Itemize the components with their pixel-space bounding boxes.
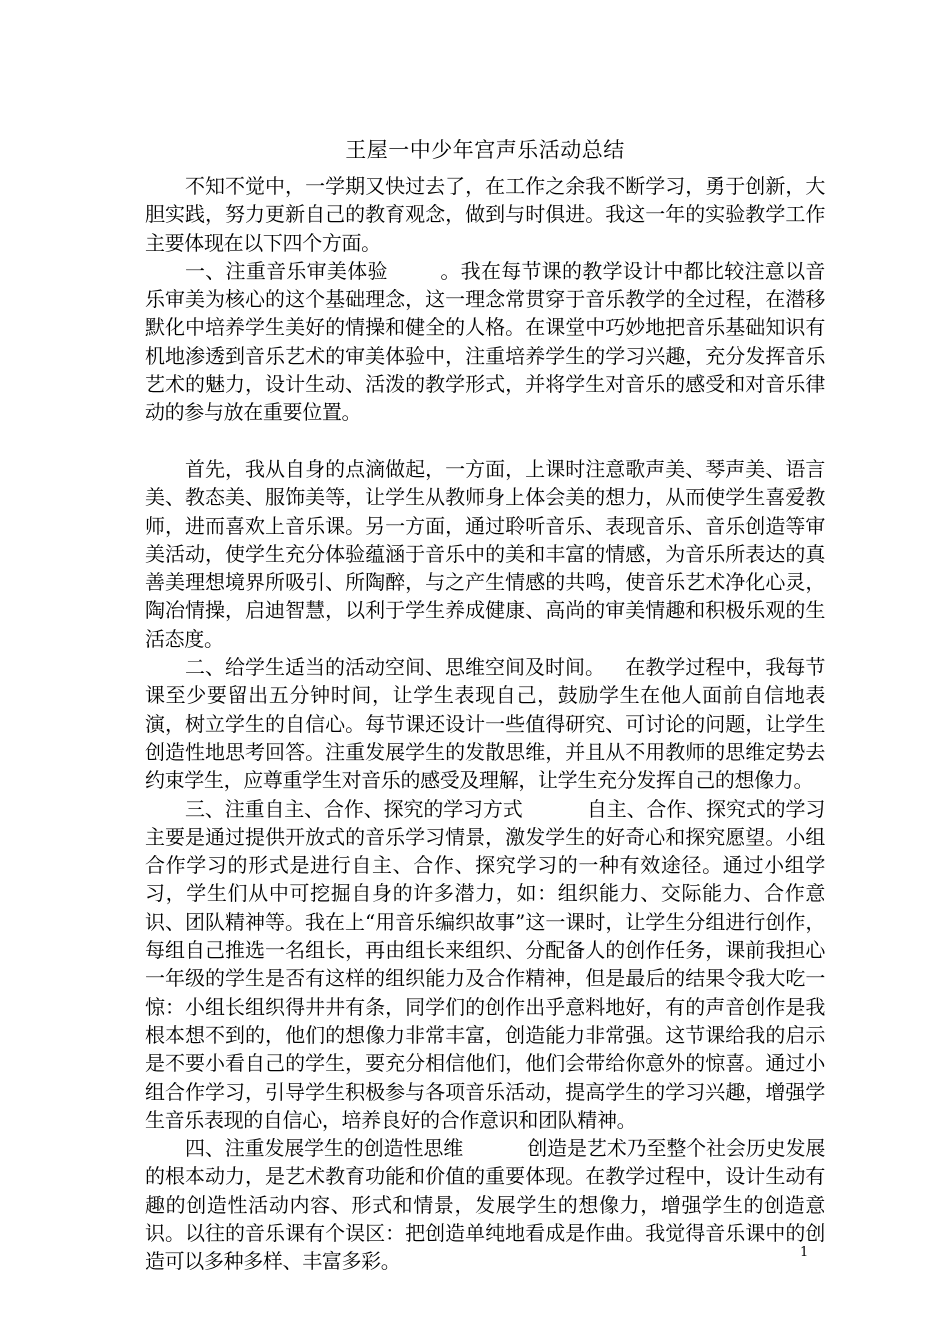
section-1-detail-paragraph	[145, 455, 825, 653]
section-2-body: 在教学过程中，我每节课至少要留出五分钟时间，让学生表现自己，鼓励学生在他人面前自信地表演，树立学生的自信心。每节课还设计一些值得研究、可讨论的问题，让学生创造性地思考回答。注重发展学生的发散思维，并且从不用教师的思维定势去约束学生，应尊重学生对音乐的感受及理解，让学生充分发挥自己的想像力。	[145, 655, 825, 793]
intro-text: 不知不觉中，一学期又快过去了，在工作之余我不断学习，勇于创新，大胆实践，努力更新自己的教育观念，做到与时俱进。我这一年的实验教学工作主要体现在以下四个方面。	[145, 174, 825, 255]
section-2-paragraph	[145, 653, 825, 794]
section-1-paragraph	[145, 257, 825, 427]
document-title: 王屋一中少年宫声乐活动总结	[345, 138, 625, 162]
section-1-body: 。我在每节课的教学设计中都比较注意以音乐审美为核心的这个基础理念，这一理念常贯穿于音乐教学的全过程，在潜移默化中培养学生美好的情操和健全的人格。在课堂中巧妙地把音乐基础知识有机地渗透到音乐艺术的审美体验中，注重培养学生的学习兴趣，充分发挥音乐艺术的魅力，设计生动、活泼的教学形式，并将学生对音乐的感受和对音乐律动的参与放在重要位置。	[145, 258, 826, 425]
section-1-detail: 首先，我从自身的点滴做起，一方面，上课时注意歌声美、琴声美、语言美、教态美、服饰美等，让学生从教师身上体会美的想力，从而使学生喜爱教师，进而喜欢上音乐课。另一方面，通过聆听音乐、表现音乐、音乐创造等审美活动，使学生充分体验蕴涵于音乐中的美和丰富的情感，为音乐所表达的真善美理想境界所吸引、所陶醉，与之产生情感的共鸣，使音乐艺术净化心灵，陶冶情操，启迪智慧，以利于学生养成健康、高尚的审美情趣和积极乐观的生活态度。	[145, 456, 825, 651]
document-body	[145, 172, 825, 1276]
section-3-body: 自主、合作、探究式的学习主要是通过提供开放式的音乐学习情景，激发学生的好奇心和探究愿望。小组合作学习的形式是进行自主、合作、探究学习的一种有效途径。通过小组学习，学生们从中可挖掘自身的许多潜力，如：组织能力、交际能力、合作意识、团队精神等。我在上“用音乐编织故事”这一课时，让学生分组进行创作，每组自己推选一名组长，再由组长来组织、分配备人的创作任务，课前我担心一年级的学生是否有这样的组织能力及合作精神，但是最后的结果令我大吃一惊：小组长组织得井井有条，同学们的创作出乎意料地好，有的声音创作是我根本想不到的，他们的想像力非常丰富，创造能力非常强。这节课给我的启示是不要小看自己的学生，要充分相信他们，他们会带给你意外的惊喜。通过小组合作学习，引导学生积极参与各项音乐活动，提高学生的学习兴趣，增强学生音乐表现的自信心，培养良好的合作意识和团队精神。	[145, 796, 825, 1132]
page-number: 1	[800, 1245, 809, 1260]
paragraph-gap	[145, 427, 825, 455]
section-4-paragraph	[145, 1134, 825, 1275]
intro-paragraph	[145, 172, 825, 257]
section-3-heading: 三、注重自主、合作、探究的学习方式	[185, 796, 523, 821]
section-4-body: 创造是艺术乃至整个社会历史发展的根本动力，是艺术教育功能和价值的重要体现。在教学过程中，设计生动有趣的创造性活动内容、形式和情景，发展学生的想像力，增强学生的创造意识。以往的音乐课有个误区：把创造单纯地看成是作曲。我觉得音乐课中的创造可以多种多样、丰富多彩。	[145, 1136, 826, 1274]
section-4-heading: 四、注重发展学生的创造性思维	[185, 1136, 464, 1161]
section-3-paragraph	[145, 795, 825, 1135]
section-2-heading: 二、给学生适当的活动空间、思维空间及时间。	[185, 655, 605, 680]
section-1-heading: 一、注重音乐审美体验	[185, 258, 388, 283]
